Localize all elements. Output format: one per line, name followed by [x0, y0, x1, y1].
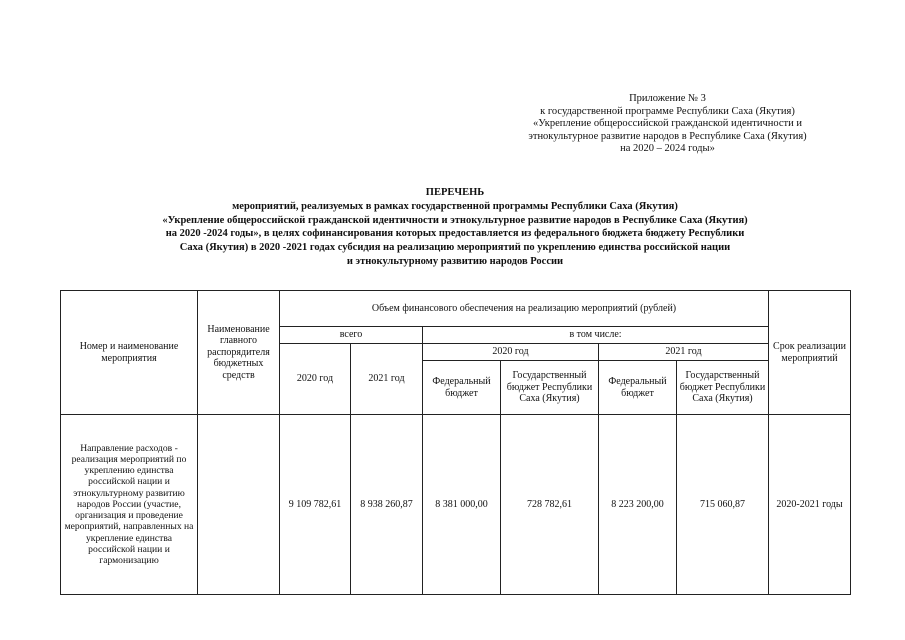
heading-line: «Укрепление общероссийской гражданской идентичности и этнокультурное развитие народов в Республике Саха (Якутия) — [162, 214, 748, 226]
cell-state-2020: 728 782,61 — [501, 415, 599, 595]
cell-state-2021: 715 060,87 — [677, 415, 769, 595]
appendix-header — [470, 93, 865, 156]
header-federal-2020: Федеральный бюджет — [423, 361, 501, 415]
cell-distributor — [198, 415, 280, 595]
header-measure: Номер и наименование мероприятия — [61, 291, 198, 415]
heading-line: и этнокультурному развитию народов России — [346, 255, 564, 267]
header-state-2020: Государственный бюджет Республики Саха (Якутия) — [501, 361, 599, 415]
appendix-line: на 2020 – 2024 годы» — [620, 143, 715, 155]
header-distributor: Наименование главного распорядителя бюджетных средств — [198, 291, 280, 415]
header-total: всего — [280, 327, 423, 344]
cell-total-2020: 9 109 782,61 — [280, 415, 351, 595]
cell-total-2021: 8 938 260,87 — [351, 415, 423, 595]
measures-table — [60, 290, 851, 595]
table-row — [61, 415, 851, 595]
header-federal-2021: Федеральный бюджет — [599, 361, 677, 415]
header-including: в том числе: — [423, 327, 769, 344]
header-year-2020: 2020 год — [423, 344, 599, 361]
header-total-2021: 2021 год — [351, 344, 423, 415]
cell-term: 2020-2021 годы — [769, 415, 851, 595]
appendix-line: к государственной программе Республики Саха (Якутия) — [540, 105, 795, 117]
header-state-2021: Государственный бюджет Республики Саха (Якутия) — [677, 361, 769, 415]
document-heading — [60, 186, 850, 269]
cell-federal-2020: 8 381 000,00 — [423, 415, 501, 595]
appendix-line: «Укрепление общероссийской гражданской идентичности и — [533, 118, 802, 130]
header-funding: Объем финансового обеспечения на реализацию мероприятий (рублей) — [280, 291, 769, 327]
cell-direction: Направление расходов - реализация мероприятий по укреплению единства российской нации и этнокультурному развитию народов России (участие, организация и проведение мероприятий, направленных на укрепление единства российской нации и гармонизацию — [61, 415, 198, 595]
header-year-2021: 2021 год — [599, 344, 769, 361]
cell-federal-2021: 8 223 200,00 — [599, 415, 677, 595]
heading-line: Саха (Якутия) в 2020 -2021 годах субсидия на реализацию мероприятий по укреплению единства российской нации — [179, 242, 731, 254]
header-total-2020: 2020 год — [280, 344, 351, 415]
heading-line: мероприятий, реализуемых в рамках государственной программы Республики Саха (Якутия) — [232, 200, 678, 212]
appendix-line: Приложение № 3 — [629, 93, 706, 104]
heading-line: на 2020 -2024 годы», в целях софинансирования которых предоставляется из федерального бюджета бюджету Республики — [165, 228, 745, 240]
document-title: ПЕРЕЧЕНЬ — [425, 187, 485, 198]
appendix-line: этнокультурное развитие народов в Республике Саха (Якутия) — [528, 130, 807, 142]
header-term: Срок реализации мероприятий — [769, 291, 851, 415]
